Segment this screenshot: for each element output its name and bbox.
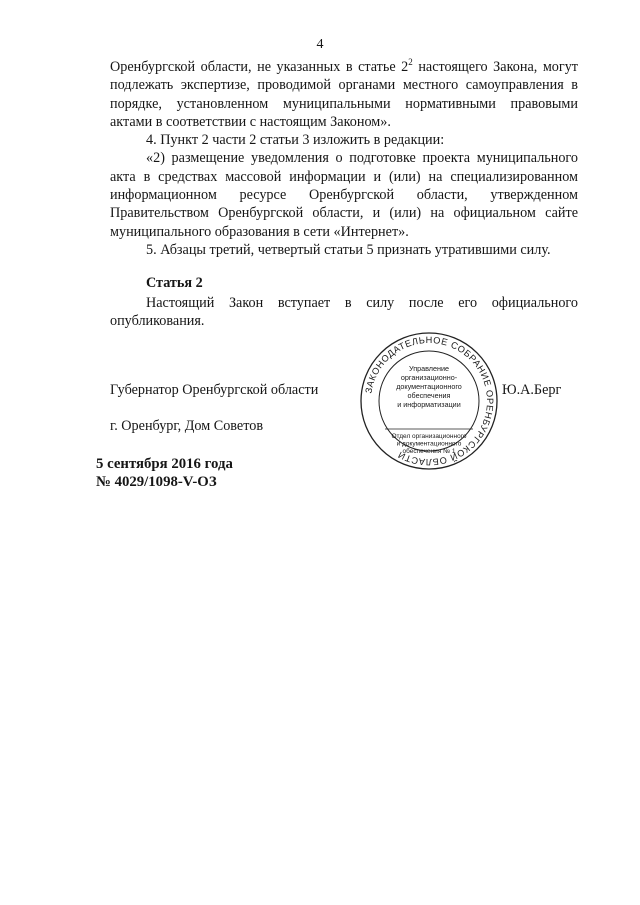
- document-number: № 4029/1098-V-ОЗ: [96, 474, 217, 490]
- stamp-upper-line: и информатизации: [397, 400, 461, 409]
- paragraph-item-5: 5. Абзацы третий, четвертый статьи 5 признать утратившими силу.: [146, 241, 551, 258]
- signatory-position: Губернатор Оренбургской области: [110, 382, 319, 398]
- article-2-heading: Статья 2: [146, 275, 203, 291]
- page-number: 4: [316, 37, 324, 52]
- law-text-body: [110, 58, 578, 259]
- stamp-lower-line: обеспечения № 1: [402, 448, 456, 455]
- paragraph-quote: «2) размещение уведомления о подготовке проекта муниципального акта в средствах массовой информации и (или) на специализированном информационном ресурсе Оренбургской области, утвержденном Правительством Оренбургской области, и (или) на официальном сайте муниципального образования в сети «Интернет».: [110, 150, 578, 240]
- superscript: 2: [408, 57, 413, 67]
- paragraph-text: Оренбургской области, не указанных в статье 2: [110, 59, 409, 75]
- signatory-name: Ю.А.Берг: [502, 382, 562, 398]
- stamp-ring-text: ЗАКОНОДАТЕЛЬНОЕ СОБРАНИЕ ОРЕНБУРГСКОЙ ОБЛАСТИ: [363, 334, 496, 468]
- official-stamp: [359, 331, 499, 471]
- stamp-lower-line: Отдел организационного: [391, 433, 467, 440]
- paragraph-continuation: [110, 58, 578, 131]
- stamp-lower-line: и документационного: [396, 440, 462, 448]
- document-date: 5 сентября 2016 года: [96, 456, 233, 472]
- article-2-text: Настоящий Закон вступает в силу после его официального опубликования.: [110, 295, 578, 330]
- stamp-upper-line: документационного: [396, 382, 462, 391]
- stamp-upper-line: Управление: [409, 364, 449, 373]
- article-2-text-block: [110, 294, 578, 331]
- paragraph-item-4: 4. Пункт 2 части 2 статьи 3 изложить в редакции:: [146, 132, 445, 149]
- stamp-upper-line: организационно-: [400, 373, 458, 382]
- signing-place: г. Оренбург, Дом Советов: [110, 418, 264, 434]
- stamp-upper-line: обеспечения: [407, 391, 451, 400]
- paragraph-text: настоящего Закона, могут подлежать экспертизе, проводимой органами местного самоуправления в порядке, установленном муниципальными нормативными правовыми актами в соответствии с настоящим Законом».: [110, 59, 579, 130]
